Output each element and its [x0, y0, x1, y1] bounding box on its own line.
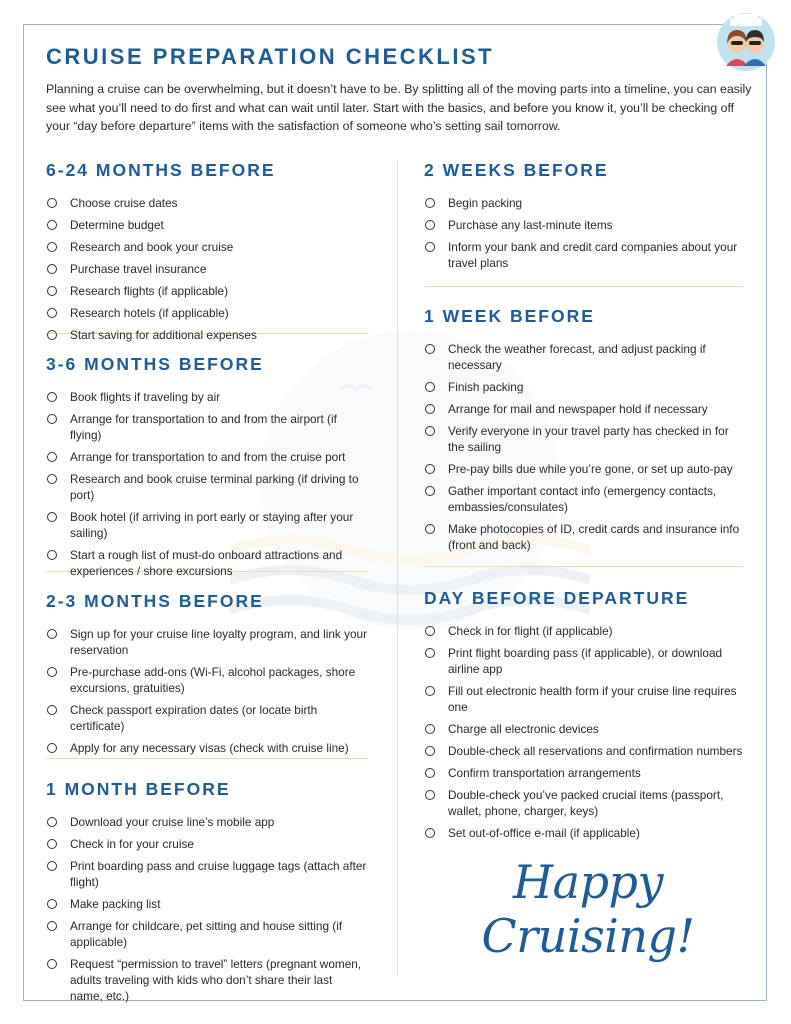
checklist-item-label: Double-check you’ve packed crucial items (passport, wallet, phone, charger, keys)	[448, 788, 724, 818]
section-title: 6-24 MONTHS BEFORE	[46, 160, 276, 180]
checklist-item	[424, 683, 744, 715]
checklist-item-label: Begin packing	[448, 196, 523, 210]
checklist-item-label: Double-check all reservations and confirmation numbers	[448, 744, 743, 758]
column-divider	[397, 160, 398, 975]
circle-checkbox-icon[interactable]	[425, 746, 435, 756]
checklist-item	[424, 645, 744, 677]
section-2-3-months	[46, 591, 368, 762]
checklist-item	[46, 449, 368, 465]
checklist-item	[46, 918, 368, 950]
checklist-item	[46, 896, 368, 912]
couple-avatar-logo-icon	[716, 12, 776, 72]
checklist-item	[46, 305, 368, 321]
checklist-item	[46, 509, 368, 541]
checklist-item-label: Check passport expiration dates (or locate birth certificate)	[70, 703, 318, 733]
circle-checkbox-icon[interactable]	[425, 242, 435, 252]
checklist-item-label: Apply for any necessary visas (check with cruise line)	[70, 741, 349, 755]
checklist-item-label: Research and book your cruise	[70, 240, 234, 254]
circle-checkbox-icon[interactable]	[47, 817, 57, 827]
circle-checkbox-icon[interactable]	[47, 474, 57, 484]
checklist	[424, 341, 744, 553]
checklist-item-label: Purchase any last-minute items	[448, 218, 613, 232]
section-6-24-months	[46, 160, 368, 349]
circle-checkbox-icon[interactable]	[47, 743, 57, 753]
circle-checkbox-icon[interactable]	[47, 242, 57, 252]
checklist-item	[424, 483, 744, 515]
checklist-item-label: Arrange for childcare, pet sitting and house sitting (if applicable)	[70, 919, 343, 949]
circle-checkbox-icon[interactable]	[47, 839, 57, 849]
circle-checkbox-icon[interactable]	[425, 768, 435, 778]
checklist-item-label: Fill out electronic health form if your cruise line requires one	[448, 684, 737, 714]
checklist-item	[424, 787, 744, 819]
section-1-month	[46, 779, 368, 1010]
circle-checkbox-icon[interactable]	[425, 426, 435, 436]
circle-checkbox-icon[interactable]	[47, 198, 57, 208]
section-title: 1 MONTH BEFORE	[46, 779, 231, 799]
checklist-item	[46, 239, 368, 255]
section-2-weeks	[424, 160, 744, 277]
circle-checkbox-icon[interactable]	[425, 220, 435, 230]
checklist-item-label: Request “permission to travel” letters (pregnant women, adults traveling with kids who don’t share their last name, etc.)	[70, 957, 362, 1003]
checklist-item-label: Arrange for mail and newspaper hold if necessary	[448, 402, 708, 416]
checklist-item-label: Arrange for transportation to and from the cruise port	[70, 450, 346, 464]
checklist-item	[424, 623, 744, 639]
circle-checkbox-icon[interactable]	[47, 264, 57, 274]
checklist-item-label: Arrange for transportation to and from the airport (if flying)	[70, 412, 337, 442]
circle-checkbox-icon[interactable]	[425, 198, 435, 208]
section-title: 2 WEEKS BEFORE	[424, 160, 609, 180]
circle-checkbox-icon[interactable]	[425, 464, 435, 474]
checklist-item-label: Set out-of-office e-mail (if applicable)	[448, 826, 640, 840]
circle-checkbox-icon[interactable]	[47, 959, 57, 969]
circle-checkbox-icon[interactable]	[425, 382, 435, 392]
circle-checkbox-icon[interactable]	[47, 414, 57, 424]
checklist	[424, 195, 744, 271]
checklist-item	[46, 956, 368, 1004]
checklist-item	[46, 411, 368, 443]
section-divider	[424, 286, 744, 287]
checklist-item	[46, 471, 368, 503]
circle-checkbox-icon[interactable]	[425, 344, 435, 354]
checklist-item-label: Gather important contact info (emergency contacts, embassies/consulates)	[448, 484, 717, 514]
checklist	[46, 626, 368, 756]
checklist	[424, 623, 744, 841]
section-3-6-months	[46, 354, 368, 585]
checklist-item-label: Determine budget	[70, 218, 164, 232]
checklist-item	[424, 521, 744, 553]
checklist-item-label: Print flight boarding pass (if applicable), or download airline app	[448, 646, 723, 676]
checklist-item	[46, 195, 368, 211]
checklist-item	[46, 547, 368, 579]
section-divider	[424, 566, 744, 567]
checklist-item-label: Print boarding pass and cruise luggage tags (attach after flight)	[70, 859, 367, 889]
checklist-item-label: Book hotel (if arriving in port early or staying after your sailing)	[70, 510, 354, 540]
checklist	[46, 389, 368, 579]
checklist-item-label: Research flights (if applicable)	[70, 284, 229, 298]
checklist-item	[424, 743, 744, 759]
checklist-item	[46, 740, 368, 756]
circle-checkbox-icon[interactable]	[425, 686, 435, 696]
circle-checkbox-icon[interactable]	[425, 724, 435, 734]
checklist-item	[424, 217, 744, 233]
section-title: DAY BEFORE DEPARTURE	[424, 588, 690, 608]
circle-checkbox-icon[interactable]	[47, 667, 57, 677]
section-1-week	[424, 306, 744, 559]
circle-checkbox-icon[interactable]	[425, 790, 435, 800]
checklist-item	[424, 825, 744, 841]
checklist-item	[424, 461, 744, 477]
checklist-item	[424, 379, 744, 395]
happy-cruising-closing: Happy Cruising!	[481, 855, 695, 963]
checklist-item-label: Download your cruise line’s mobile app	[70, 815, 275, 829]
checklist-item-label: Pre-pay bills due while you’re gone, or set up auto-pay	[448, 462, 733, 476]
circle-checkbox-icon[interactable]	[425, 524, 435, 534]
page-title: CRUISE PREPARATION CHECKLIST	[46, 44, 495, 69]
checklist-item	[46, 261, 368, 277]
circle-checkbox-icon[interactable]	[47, 308, 57, 318]
circle-checkbox-icon[interactable]	[47, 861, 57, 871]
checklist-item-label: Start saving for additional expenses	[70, 328, 257, 342]
circle-checkbox-icon[interactable]	[47, 392, 57, 402]
checklist-item-label: Research hotels (if applicable)	[70, 306, 229, 320]
circle-checkbox-icon[interactable]	[47, 705, 57, 715]
circle-checkbox-icon[interactable]	[425, 828, 435, 838]
circle-checkbox-icon[interactable]	[47, 452, 57, 462]
checklist-item-label: Make packing list	[70, 897, 161, 911]
checklist-item-label: Verify everyone in your travel party has checked in for the sailing	[448, 424, 729, 454]
section-day-before-departure	[424, 588, 744, 847]
checklist-item	[46, 814, 368, 830]
checklist-item-label: Charge all electronic devices	[448, 722, 599, 736]
checklist-item-label: Confirm transportation arrangements	[448, 766, 641, 780]
checklist	[46, 195, 368, 343]
checklist-item	[424, 401, 744, 417]
checklist-item-label: Inform your bank and credit card companies about your travel plans	[448, 240, 738, 270]
checklist-item	[46, 702, 368, 734]
checklist-item-label: Make photocopies of ID, credit cards and insurance info (front and back)	[448, 522, 740, 552]
circle-checkbox-icon[interactable]	[47, 286, 57, 296]
circle-checkbox-icon[interactable]	[425, 626, 435, 636]
checklist-item-label: Purchase travel insurance	[70, 262, 207, 276]
checklist-item	[46, 389, 368, 405]
checklist-item	[46, 664, 368, 696]
checklist-item	[46, 327, 368, 343]
checklist-item	[424, 195, 744, 211]
circle-checkbox-icon[interactable]	[47, 629, 57, 639]
checklist-item	[424, 721, 744, 737]
checklist-item	[46, 836, 368, 852]
checklist-item	[46, 626, 368, 658]
checklist-item	[46, 217, 368, 233]
checklist-item-label: Choose cruise dates	[70, 196, 178, 210]
checklist-item-label: Sign up for your cruise line loyalty program, and link your reservation	[70, 627, 368, 657]
checklist	[46, 814, 368, 1004]
checklist-item	[424, 765, 744, 781]
checklist-item-label: Check the weather forecast, and adjust packing if necessary	[448, 342, 706, 372]
checklist-item-label: Book flights if traveling by air	[70, 390, 221, 404]
checklist-item	[424, 239, 744, 271]
checklist-item	[424, 423, 744, 455]
checklist-item-label: Pre-purchase add-ons (Wi-Fi, alcohol packages, shore excursions, gratuities)	[70, 665, 356, 695]
intro-paragraph: Planning a cruise can be overwhelming, but it doesn’t have to be. By splitting all of the moving parts into a timeline, you can easily see what you’ll need to do first and what can wait until later. Start with the basics, and before you know it, you’ll be checking off your “day before departure” items with the satisfaction of someone who’s setting sail tomorrow.	[46, 82, 752, 133]
circle-checkbox-icon[interactable]	[425, 648, 435, 658]
circle-checkbox-icon[interactable]	[47, 330, 57, 340]
section-title: 2-3 MONTHS BEFORE	[46, 591, 264, 611]
checklist-item-label: Check in for your cruise	[70, 837, 194, 851]
circle-checkbox-icon[interactable]	[425, 404, 435, 414]
checklist-item-label: Start a rough list of must-do onboard attractions and experiences / shore excursions	[70, 548, 343, 578]
section-title: 3-6 MONTHS BEFORE	[46, 354, 264, 374]
section-title: 1 WEEK BEFORE	[424, 306, 595, 326]
checklist-item	[46, 858, 368, 890]
circle-checkbox-icon[interactable]	[47, 550, 57, 560]
circle-checkbox-icon[interactable]	[47, 899, 57, 909]
checklist-item-label: Research and book cruise terminal parking (if driving to port)	[70, 472, 359, 502]
circle-checkbox-icon[interactable]	[47, 512, 57, 522]
checklist-item	[46, 283, 368, 299]
checklist-item-label: Finish packing	[448, 380, 524, 394]
circle-checkbox-icon[interactable]	[47, 921, 57, 931]
circle-checkbox-icon[interactable]	[425, 486, 435, 496]
checklist-item	[424, 341, 744, 373]
circle-checkbox-icon[interactable]	[47, 220, 57, 230]
checklist-item-label: Check in for flight (if applicable)	[448, 624, 613, 638]
